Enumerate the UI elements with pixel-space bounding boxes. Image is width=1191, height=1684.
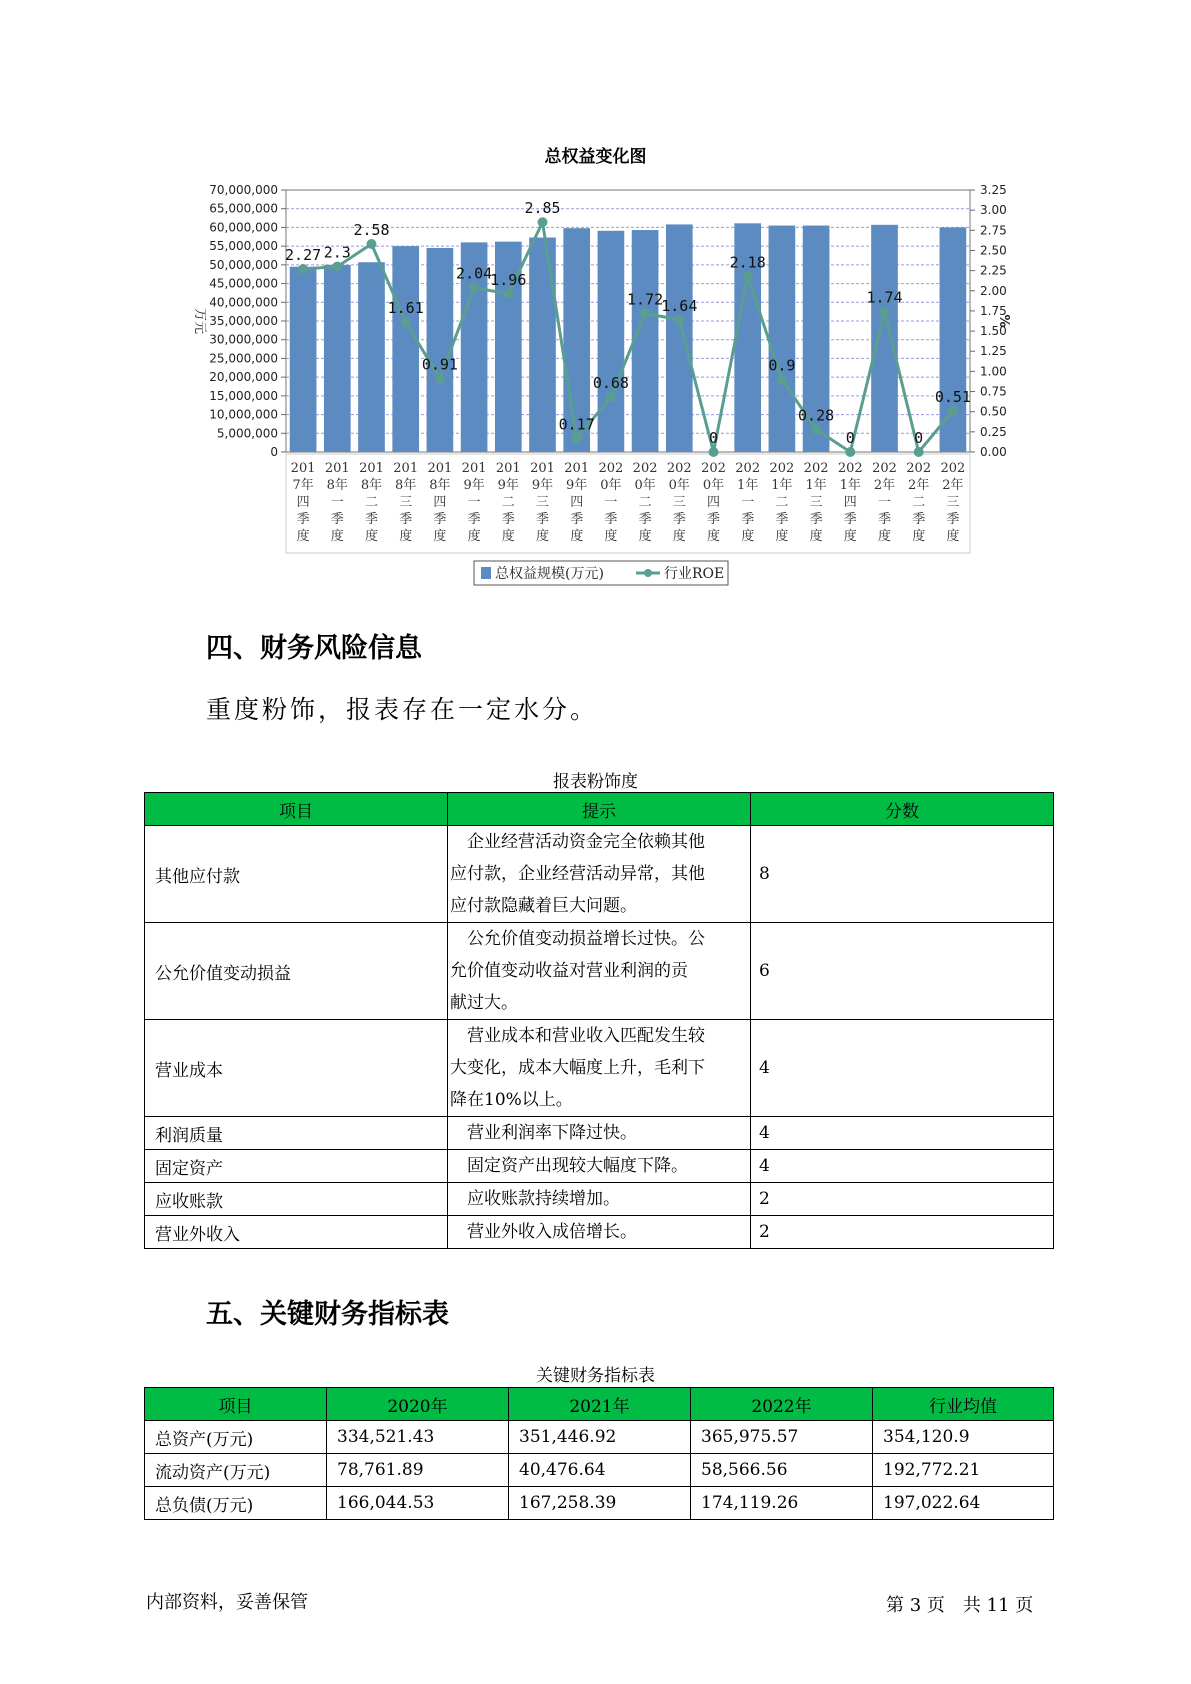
legend-label-line: 行业ROE [664,566,725,582]
x-tick-label: 202 0年二季度 [632,461,658,544]
risk-tip-line: 应付款隐藏着巨大问题。 [450,896,637,916]
kpi-row [145,1487,1054,1520]
roe-point [811,424,821,434]
risk-tip [448,1150,751,1183]
roe-point [572,433,582,443]
header-tip: 提示 [448,793,751,826]
x-tick-label: 202 1年四季度 [837,461,863,544]
kpi-row [145,1454,1054,1487]
x-tick-label: 202 1年一季度 [735,461,761,544]
roe-data-label: 2.85 [524,199,561,218]
footer-confidential: 内部资料，妥善保管 [146,1592,308,1613]
risk-tip-line: 大变化，成本大幅度上升，毛利下 [450,1058,705,1078]
risk-tip [448,826,751,923]
kpi-value: 174,119.26 [691,1487,873,1520]
risk-tip-line: 公允价值变动损益增长过快。公 [450,929,705,949]
roe-data-label: 0 [708,429,719,447]
x-tick-label: 202 0年三季度 [666,461,692,544]
x-tick-label: 202 0年四季度 [701,461,726,544]
x-tick-label: 202 1年三季度 [803,461,829,544]
roe-point [298,264,308,274]
risk-table-header [145,793,1054,826]
roe-point [606,392,616,402]
header-2021: 2021年 [509,1388,691,1421]
roe-data-label: 1.72 [627,290,664,309]
kpi-table-caption: 关键财务指标表 [536,1366,655,1386]
x-tick-label: 201 8年三季度 [393,461,419,544]
y-left-tick-label: 0 [270,445,278,459]
y-right-tick-label: 2.00 [980,283,1007,298]
risk-item: 利润质量 [145,1117,448,1150]
roe-data-label: 1.96 [490,270,527,289]
legend-swatch-bar [481,567,491,579]
risk-score: 4 [751,1020,1054,1117]
legend-label-bar: 总权益规模(万元) [495,566,604,582]
y-left-tick-label: 60,000,000 [209,220,278,235]
header-industry-avg: 行业均值 [873,1388,1054,1421]
x-tick-label: 201 8年一季度 [324,461,350,544]
y-left-tick-label: 25,000,000 [209,351,278,366]
roe-point [503,289,513,299]
roe-point [777,374,787,384]
bar [871,225,898,452]
roe-data-label: 2.27 [285,246,322,265]
roe-data-label: 0.28 [798,406,835,425]
x-tick-label: 202 2年三季度 [940,461,966,544]
y-right-tick-label: 1.75 [980,303,1007,318]
roe-point [845,447,855,457]
roe-data-label: 0.91 [421,355,458,374]
risk-tip [448,1216,751,1249]
bar [290,267,317,452]
risk-item: 应收账款 [145,1183,448,1216]
x-tick-label: 202 1年二季度 [769,461,795,544]
risk-summary: 重度粉饰，报表存在一定水分。 [206,695,599,724]
y-right-tick-label: 2.50 [980,243,1007,258]
bar [940,227,967,452]
x-tick-label: 201 9年三季度 [530,461,555,544]
roe-data-label: 0.68 [592,374,629,393]
x-tick-label: 202 2年一季度 [872,461,897,544]
risk-tip [448,1020,751,1117]
risk-tip [448,1117,751,1150]
roe-data-label: 0.9 [768,356,796,375]
y-left-label: 万元 [192,307,207,335]
bar [392,246,419,452]
y-left-tick-label: 40,000,000 [209,295,278,310]
risk-row [145,1020,1054,1117]
y-right-tick-label: 1.50 [980,324,1007,339]
roe-point [640,308,650,318]
roe-data-label: 0 [914,429,924,447]
risk-tip-line: 营业外收入成倍增长。 [450,1222,637,1242]
y-right-tick-label: 3.25 [980,183,1007,197]
risk-item: 其他应付款 [145,826,448,923]
risk-tip-line: 营业成本和营业收入匹配发生较 [450,1026,705,1046]
roe-data-label: 2.58 [353,221,390,240]
y-left-tick-label: 70,000,000 [209,183,278,197]
risk-score: 2 [751,1183,1054,1216]
risk-table-caption: 报表粉饰度 [553,772,638,792]
risk-tip-line: 献过大。 [450,993,518,1013]
risk-tip [448,1183,751,1216]
kpi-row [145,1421,1054,1454]
y-right-tick-label: 3.00 [980,203,1007,218]
risk-row [145,923,1054,1020]
y-left-tick-label: 20,000,000 [209,370,278,385]
roe-point [401,317,411,327]
risk-tip-line: 营业利润率下降过快。 [450,1123,637,1143]
chart-title: 总权益变化图 [544,147,647,167]
y-left-tick-label: 35,000,000 [209,314,278,328]
risk-tip-line: 应付款，企业经营活动异常，其他 [450,864,705,884]
roe-point [743,271,753,281]
y-left-tick-label: 55,000,000 [209,239,278,254]
risk-row [145,1150,1054,1183]
footer-page-number: 第 3 页 共 11 页 [886,1595,1034,1616]
risk-score: 8 [751,826,1054,923]
roe-point [709,447,719,457]
roe-point [469,283,479,293]
header-score: 分数 [751,793,1054,826]
roe-point [435,374,445,384]
x-tick-label: 201 8年二季度 [359,461,384,544]
kpi-table [144,1387,1054,1520]
roe-point [914,447,924,457]
header-item: 项目 [145,793,448,826]
equity-chart [0,0,1191,600]
roe-data-label: 0.17 [558,415,595,434]
risk-item: 营业外收入 [145,1216,448,1249]
y-left-tick-label: 30,000,000 [209,332,278,347]
section5-heading: 五、关键财务指标表 [206,1299,449,1330]
risk-score: 2 [751,1216,1054,1249]
kpi-value: 354,120.9 [873,1421,1054,1454]
risk-tip-line: 降在10%以上。 [450,1090,573,1110]
legend-swatch-point [644,569,652,577]
kpi-value: 167,258.39 [509,1487,691,1520]
kpi-value: 78,761.89 [327,1454,509,1487]
kpi-value: 365,975.57 [691,1421,873,1454]
risk-row [145,1216,1054,1249]
roe-data-label: 2.18 [729,253,766,272]
y-right-tick-label: 0.00 [980,445,1007,459]
y-right-tick-label: 0.50 [980,404,1007,419]
roe-data-label: 0 [845,429,855,447]
y-left-tick-label: 5,000,000 [216,426,278,441]
kpi-table-header [145,1388,1054,1421]
risk-item: 固定资产 [145,1150,448,1183]
y-left-tick-label: 45,000,000 [209,276,278,291]
x-tick-label: 201 9年四季度 [564,461,590,544]
roe-point [367,239,377,249]
section4-heading: 四、财务风险信息 [206,633,422,664]
x-label-frame [286,454,970,553]
risk-row [145,1183,1054,1216]
roe-data-label: 2.04 [456,264,493,283]
risk-row [145,1117,1054,1150]
roe-point [332,262,342,272]
y-right-tick-label: 0.25 [980,424,1007,439]
x-tick-label: 202 2年二季度 [906,461,932,544]
y-left-tick-label: 65,000,000 [209,201,278,216]
header-item: 项目 [145,1388,327,1421]
x-tick-label: 201 8年四季度 [427,461,453,544]
x-tick-label: 202 0年一季度 [598,461,624,544]
kpi-item: 总资产(万元) [145,1421,327,1454]
bar [529,238,556,452]
bar [358,262,385,452]
risk-item: 营业成本 [145,1020,448,1117]
roe-point [674,315,684,325]
roe-data-label: 1.74 [866,288,903,307]
risk-row [145,826,1054,923]
y-right-tick-label: 2.25 [980,263,1007,278]
x-tick-label: 201 9年一季度 [461,461,487,544]
bar [666,224,693,452]
roe-data-label: 1.64 [661,296,698,315]
risk-score: 4 [751,1117,1054,1150]
risk-tip [448,923,751,1020]
y-left-tick-label: 50,000,000 [209,257,278,272]
kpi-value: 192,772.21 [873,1454,1054,1487]
header-2022: 2022年 [691,1388,873,1421]
kpi-value: 334,521.43 [327,1421,509,1454]
risk-score: 6 [751,923,1054,1020]
roe-data-label: 0.51 [934,387,971,406]
roe-data-label: 2.3 [323,243,351,262]
roe-point [948,406,958,416]
y-left-tick-label: 10,000,000 [209,407,278,422]
header-2020: 2020年 [327,1388,509,1421]
kpi-value: 40,476.64 [509,1454,691,1487]
risk-item: 公允价值变动损益 [145,923,448,1020]
y-right-tick-label: 1.00 [980,364,1007,379]
bar [598,231,625,452]
risk-table [144,792,1054,1249]
risk-tip-line: 固定资产出现较大幅度下降。 [450,1156,688,1176]
x-tick-label: 201 9年二季度 [495,461,521,544]
roe-point [880,307,890,317]
y-left-tick-label: 15,000,000 [209,388,278,403]
bar [632,230,659,452]
kpi-value: 351,446.92 [509,1421,691,1454]
roe-data-label: 1.61 [387,299,424,318]
x-tick-label: 201 7年四季度 [290,461,316,544]
kpi-item: 总负债(万元) [145,1487,327,1520]
risk-tip-line: 应收账款持续增加。 [450,1189,620,1209]
risk-tip-line: 允价值变动收益对营业利润的贡 [450,961,688,981]
risk-tip-line: 企业经营活动资金完全依赖其他 [450,832,705,852]
bar [769,226,796,452]
bar [324,265,351,452]
y-right-tick-label: 2.75 [980,223,1007,238]
roe-point [538,217,548,227]
risk-score: 4 [751,1150,1054,1183]
y-right-tick-label: 1.25 [980,344,1007,359]
y-right-label: % [996,314,1011,328]
kpi-value: 58,566.56 [691,1454,873,1487]
y-right-tick-label: 0.75 [980,384,1007,399]
kpi-value: 197,022.64 [873,1487,1054,1520]
kpi-item: 流动资产(万元) [145,1454,327,1487]
kpi-value: 166,044.53 [327,1487,509,1520]
